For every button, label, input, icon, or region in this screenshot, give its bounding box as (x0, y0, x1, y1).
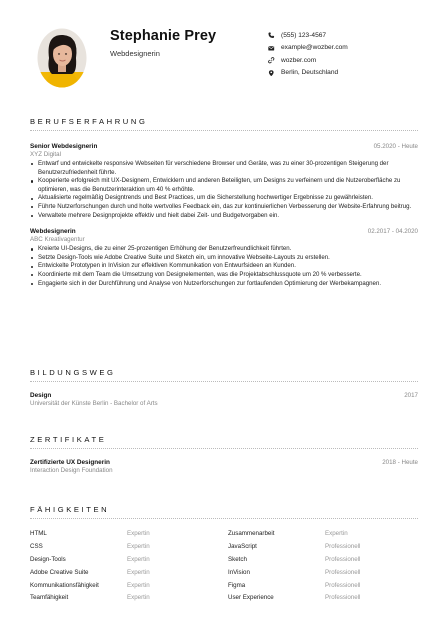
job-date: 05.2020 - Heute (373, 143, 418, 150)
job-entry (30, 143, 418, 220)
skill-name: Adobe Creative Suite (30, 568, 89, 576)
skill-level: Professionell (325, 581, 361, 589)
skill-level: Expertin (127, 568, 150, 576)
section-divider (30, 448, 418, 449)
section-title: BERUFSERFAHRUNG (30, 117, 148, 126)
skill-level: Professionell (325, 568, 361, 576)
email-icon (268, 45, 281, 52)
job-bullets (30, 160, 418, 220)
skill-name: Kommunikationsfähigkeit (30, 581, 99, 589)
skill-level: Expertin (127, 594, 150, 602)
skill-level: Expertin (127, 581, 150, 589)
bullet-item: Verwaltete mehrere Designprojekte effektiv und hielt dabei Zeit- und Budgetvorgaben ein. (30, 212, 418, 221)
education-section (30, 368, 418, 407)
education-title: Design (30, 392, 52, 399)
certificates-section (30, 435, 418, 474)
contact-location-text: Berlin, Deutschland (281, 69, 339, 77)
contact-phone (268, 29, 348, 42)
skill-name: InVision (228, 568, 250, 576)
skill-name: User Experience (228, 594, 274, 602)
skill-level: Professionell (325, 542, 361, 550)
phone-icon (268, 32, 281, 39)
contact-email (268, 42, 348, 55)
skill-name: HTML (30, 530, 47, 537)
link-icon (268, 57, 281, 64)
section-title: FÄHIGKEITEN (30, 505, 110, 514)
resume-header (36, 28, 428, 98)
skills-grid (30, 528, 418, 605)
education-date: 2017 (404, 392, 418, 399)
contact-location (268, 67, 348, 80)
skill-name: Design-Tools (30, 555, 66, 563)
job-bullets (30, 245, 418, 288)
contact-list (268, 29, 348, 79)
bullet-item: Koordinierte mit dem Team die Umsetzung von Designelementen, was die Projektabschlussquote um 20 % verbesserte. (30, 271, 418, 280)
bullet-item: Setzte Design-Tools wie Adobe Creative Suite und Sketch ein, um innovative Webseite-Layouts zu erstellen. (30, 254, 418, 263)
bullet-item: Entwarf und entwickelte responsive Webseiten für verschiedene Browser und Geräte, was zu einer 30-prozentigen Steigerung der Benutzerzufriedenheit führte. (30, 160, 418, 177)
skill-level: Expertin (127, 530, 150, 537)
bullet-item: Kooperierte erfolgreich mit UX-Designern, Entwicklern und anderen Beteiligten, um Designs zu verfeinern und die Nutzeroberfläche zu optimieren, was die Benutzerinteraktion um 40 % erhöhte. (30, 177, 418, 194)
job-date: 02.2017 - 04.2020 (367, 228, 418, 236)
contact-phone-text: (555) 123-4567 (281, 31, 327, 39)
skill-name: CSS (30, 542, 43, 550)
section-divider (30, 130, 418, 131)
bullet-item: Aktualisierte regelmäßig Designtrends und Best Practices, um die Sicherstellung hochwertiger Ergebnisse zu gewährleisten. (30, 194, 418, 203)
skill-level: Professionell (325, 594, 361, 602)
experience-section (30, 117, 418, 288)
certificate-title: Zertifizierte UX Designerin (30, 459, 110, 466)
skills-section (30, 505, 418, 605)
job-title: Senior Webdesignerin (30, 143, 98, 150)
job-company: XYZ Digital (30, 151, 61, 158)
skill-name: JavaScript (228, 542, 257, 550)
candidate-role: Webdesignerin (110, 49, 160, 58)
certificate-subtitle: Interaction Design Foundation (30, 467, 113, 474)
certificate-entry (30, 459, 418, 474)
bullet-item: Entwickelte Prototypen in InVision zur effektiven Kommunikation von Entwurfsideen an Kunden. (30, 262, 418, 271)
skill-level: Professionell (325, 555, 361, 563)
bullet-item: Kreierte UI-Designs, die zu einer 25-prozentigen Erhöhung der Benutzerfreundlichkeit führten. (30, 245, 418, 254)
location-icon (268, 70, 281, 77)
education-subtitle: Universität der Künste Berlin - Bachelor of Arts (30, 400, 158, 407)
certificate-date: 2018 - Heute (382, 459, 418, 466)
job-company: ABC Kreativagentur (30, 236, 85, 244)
skill-level: Expertin (127, 555, 150, 563)
job-title: Webdesignerin (30, 228, 76, 236)
skill-level: Expertin (127, 542, 150, 550)
bullet-item: Führte Nutzerforschungen durch und holte wertvolles Feedback ein, das zur kontinuierlichen Verbesserung der Website-Erfahrung beitrug. (30, 203, 418, 212)
skill-level: Expertin (325, 530, 348, 537)
profile-photo (36, 28, 88, 88)
job-entry (30, 228, 418, 288)
contact-email-text[interactable]: example@wozber.com (281, 44, 348, 52)
contact-website-text[interactable]: wozber.com (281, 56, 317, 64)
education-entry (30, 392, 418, 407)
section-title: ZERTIFIKATE (30, 435, 107, 444)
candidate-name: Stephanie Prey (110, 28, 217, 44)
skill-name: Figma (228, 581, 246, 589)
bullet-item: Engagierte sich in der Durchführung und Analyse von Nutzerforschungen zur fortlaufenden Optimierung der Werbekampagnen. (30, 280, 418, 289)
skill-name: Teamfähigkeit (30, 594, 69, 602)
section-divider (30, 518, 418, 519)
skill-name: Sketch (228, 555, 247, 563)
section-divider (30, 381, 418, 382)
section-title: BILDUNGSWEG (30, 368, 116, 377)
contact-website (268, 54, 348, 67)
skill-name: Zusammenarbeit (228, 530, 275, 537)
